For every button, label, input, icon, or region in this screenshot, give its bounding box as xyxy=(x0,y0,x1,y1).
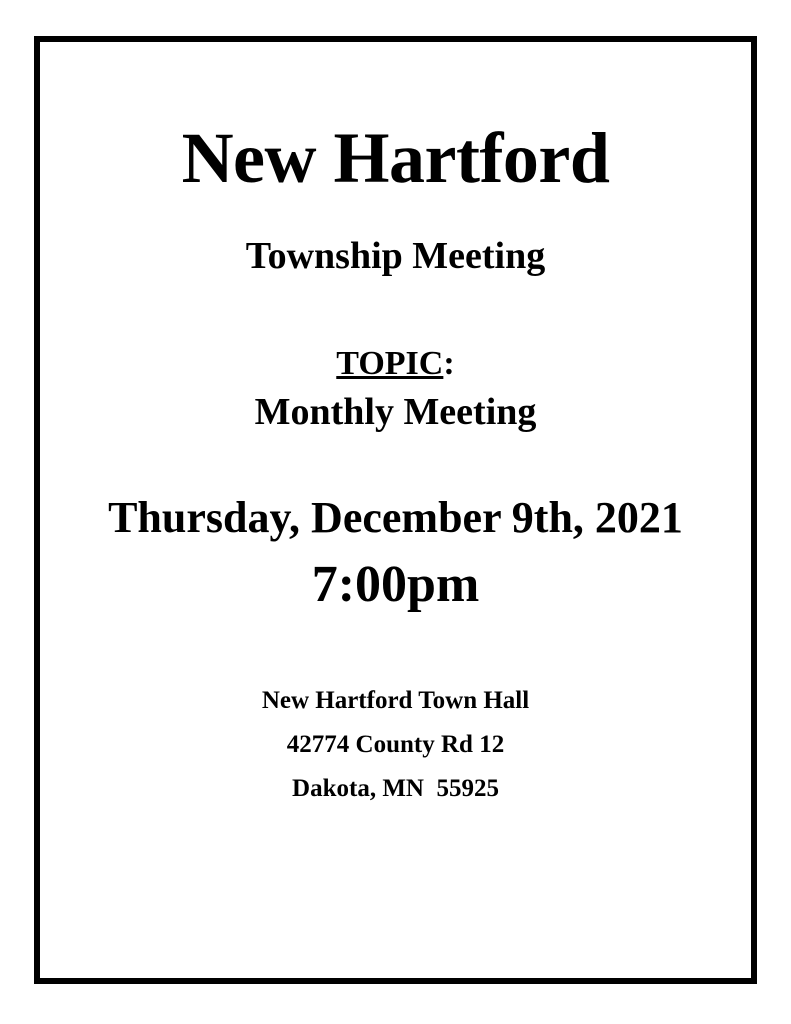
page-title: New Hartford xyxy=(181,118,610,198)
meeting-time: 7:00pm xyxy=(311,556,480,614)
topic-value: Monthly Meeting xyxy=(254,390,537,433)
address-street: 42774 County Rd 12 xyxy=(286,730,505,758)
topic-label-line xyxy=(255,344,537,383)
page-subtitle: Township Meeting xyxy=(245,234,546,277)
topic-block xyxy=(255,344,537,435)
address-city-state-zip: Dakota, MN 55925 xyxy=(292,774,499,802)
flyer-border-frame xyxy=(34,36,757,984)
meeting-date: Thursday, December 9th, 2021 xyxy=(108,493,683,543)
topic-label-colon: : xyxy=(443,344,455,382)
address-venue: New Hartford Town Hall xyxy=(261,687,530,715)
topic-label: TOPIC xyxy=(336,344,444,382)
address-block xyxy=(262,679,529,810)
